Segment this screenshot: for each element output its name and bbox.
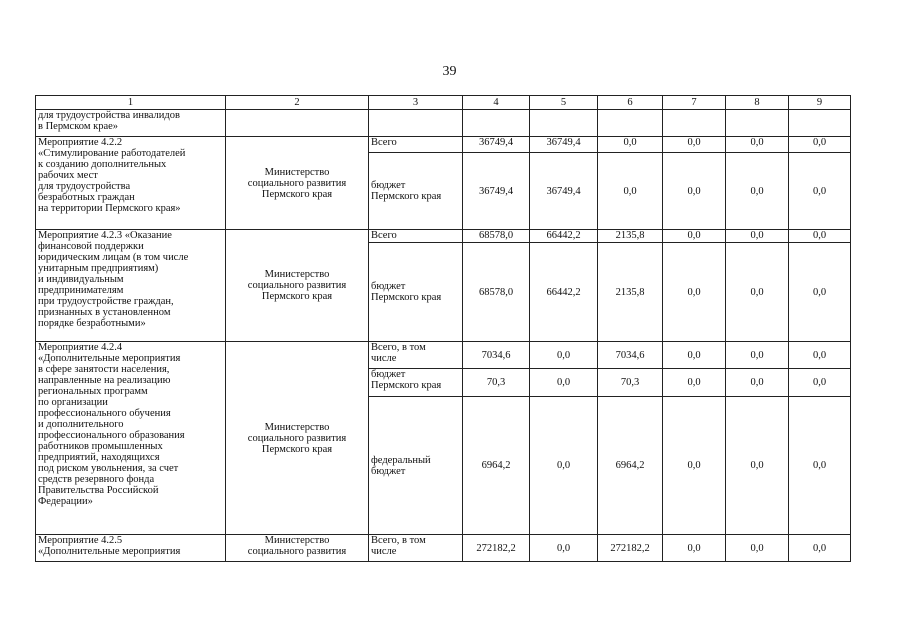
executor: Министерство социального развития Пермского края [226, 137, 369, 230]
value-cell: 0,0 [663, 535, 726, 562]
value-cell: 0,0 [663, 243, 726, 342]
value-cell: 0,0 [726, 137, 789, 153]
value-cell: 0,0 [789, 243, 851, 342]
value-cell: 6964,2 [598, 397, 663, 535]
funding-source: Всего [369, 137, 463, 153]
value-cell: 68578,0 [463, 230, 530, 243]
measure-name: Мероприятие 4.2.2 «Стимулирование работодателей к созданию дополнительных рабочих мест для трудоустройства безработных граждан на территории Пермского края» [36, 137, 226, 230]
col-header: 5 [530, 96, 598, 110]
measure-name: для трудоустройства инвалидов в Пермском крае» [36, 110, 226, 137]
value-cell: 0,0 [726, 342, 789, 369]
value-cell: 7034,6 [463, 342, 530, 369]
value-cell: 0,0 [726, 243, 789, 342]
value-cell: 0,0 [663, 342, 726, 369]
value-cell: 0,0 [530, 369, 598, 397]
value-cell: 66442,2 [530, 230, 598, 243]
value-cell: 0,0 [663, 369, 726, 397]
value-cell: 0,0 [789, 137, 851, 153]
value-cell: 66442,2 [530, 243, 598, 342]
table-row [36, 342, 851, 369]
value-cell: 68578,0 [463, 243, 530, 342]
value-cell: 0,0 [598, 153, 663, 230]
funding-source: бюджет Пермского края [369, 369, 463, 397]
executor: Министерство социального развития [226, 535, 369, 562]
table-row [36, 535, 851, 562]
value-cell: 70,3 [463, 369, 530, 397]
value-cell: 0,0 [530, 535, 598, 562]
funding-source: Всего, в том числе [369, 342, 463, 369]
value-cell: 0,0 [789, 230, 851, 243]
value-cell: 0,0 [530, 342, 598, 369]
col-header: 9 [789, 96, 851, 110]
executor: Министерство социального развития Пермского края [226, 230, 369, 342]
value-cell: 0,0 [530, 397, 598, 535]
header-row [36, 96, 851, 110]
value-cell: 70,3 [598, 369, 663, 397]
col-header: 1 [36, 96, 226, 110]
value-cell: 0,0 [726, 369, 789, 397]
funding-source: Всего, в том числе [369, 535, 463, 562]
table-row [36, 110, 851, 137]
value-cell: 7034,6 [598, 342, 663, 369]
value-cell: 0,0 [663, 137, 726, 153]
value-cell: 0,0 [726, 397, 789, 535]
value-cell: 0,0 [726, 153, 789, 230]
value-cell: 0,0 [726, 535, 789, 562]
funding-source: федеральный бюджет [369, 397, 463, 535]
value-cell: 36749,4 [530, 137, 598, 153]
value-cell: 36749,4 [463, 137, 530, 153]
value-cell: 0,0 [789, 153, 851, 230]
table-row [36, 230, 851, 243]
col-header: 4 [463, 96, 530, 110]
funding-source: Всего [369, 230, 463, 243]
executor: Министерство социального развития Пермского края [226, 342, 369, 535]
measure-name: Мероприятие 4.2.3 «Оказание финансовой поддержки юридическим лицам (в том числе унитарным предприятиям) и индивидуальным предпринимателям при трудоустройстве граждан, признанных в установленном порядке безработными» [36, 230, 226, 342]
col-header: 8 [726, 96, 789, 110]
value-cell: 0,0 [789, 369, 851, 397]
value-cell: 0,0 [789, 535, 851, 562]
value-cell: 2135,8 [598, 230, 663, 243]
value-cell: 6964,2 [463, 397, 530, 535]
value-cell: 36749,4 [463, 153, 530, 230]
value-cell: 0,0 [663, 230, 726, 243]
value-cell: 0,0 [726, 230, 789, 243]
value-cell: 36749,4 [530, 153, 598, 230]
funding-source: бюджет Пермского края [369, 153, 463, 230]
value-cell: 2135,8 [598, 243, 663, 342]
col-header: 3 [369, 96, 463, 110]
value-cell: 0,0 [789, 397, 851, 535]
page-number: 39 [442, 64, 457, 79]
col-header: 7 [663, 96, 726, 110]
budget-table [35, 95, 851, 562]
measure-name: Мероприятие 4.2.4 «Дополнительные мероприятия в сфере занятости населения, направленные на реализацию региональных программ по организации профессионального обучения и дополнительного профессионального образования работников промышленных предприятий, находящихся под риском увольнения, за счет средств резервного фонда Правительства Российской Федерации» [36, 342, 226, 535]
funding-source: бюджет Пермского края [369, 243, 463, 342]
col-header: 2 [226, 96, 369, 110]
value-cell: 272182,2 [598, 535, 663, 562]
value-cell: 0,0 [663, 397, 726, 535]
value-cell: 0,0 [598, 137, 663, 153]
value-cell: 272182,2 [463, 535, 530, 562]
value-cell: 0,0 [663, 153, 726, 230]
table-row [36, 137, 851, 153]
measure-name: Мероприятие 4.2.5 «Дополнительные мероприятия [36, 535, 226, 562]
col-header: 6 [598, 96, 663, 110]
value-cell: 0,0 [789, 342, 851, 369]
